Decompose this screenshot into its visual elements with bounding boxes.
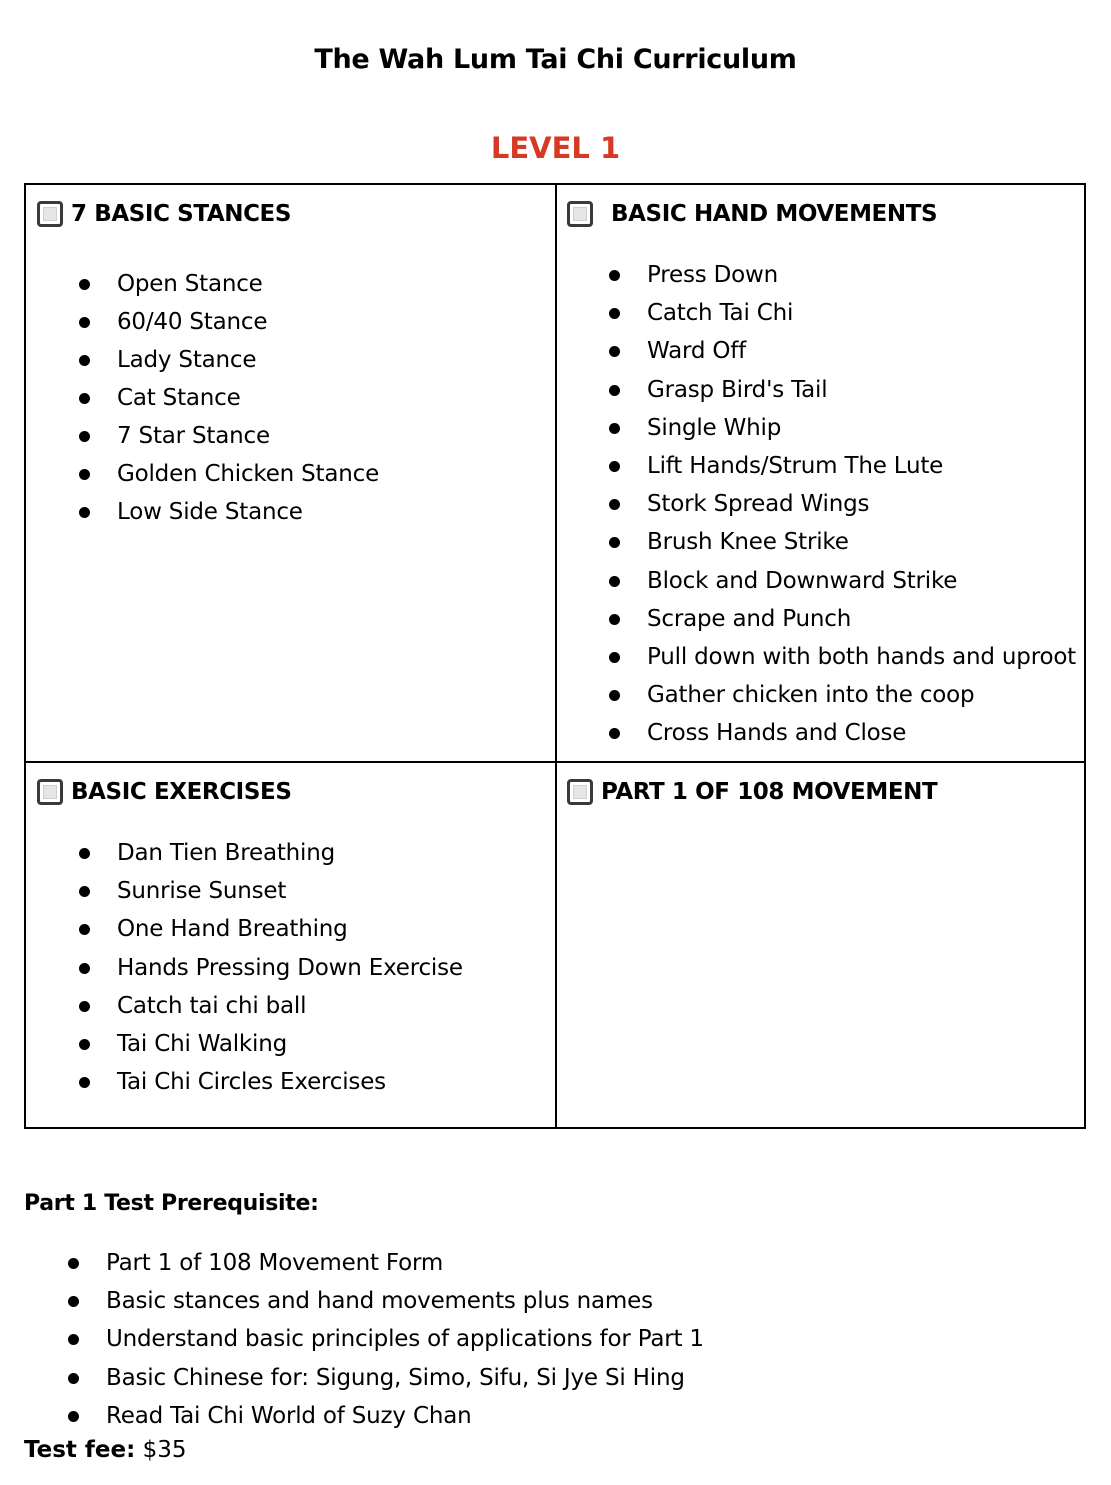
bullet-icon	[79, 1039, 90, 1050]
list-item-label: Lift Hands/Strum The Lute	[647, 452, 944, 479]
list-item	[117, 493, 379, 531]
list-item	[117, 949, 463, 987]
prerequisite-list	[106, 1244, 704, 1435]
checkbox-icon[interactable]	[37, 779, 63, 805]
bullet-icon	[609, 308, 620, 319]
bullet-icon	[79, 1077, 90, 1088]
list-item-label: 7 Star Stance	[117, 423, 270, 449]
checkbox-icon[interactable]	[567, 779, 593, 805]
stances-heading	[37, 201, 291, 227]
bullet-icon	[68, 1373, 79, 1384]
bullet-icon	[79, 431, 90, 442]
list-item	[106, 1359, 704, 1397]
bullet-icon	[79, 507, 90, 518]
list-item	[117, 303, 379, 341]
bullet-icon	[609, 576, 620, 587]
exercises-heading	[37, 779, 292, 805]
list-item	[106, 1244, 704, 1282]
list-item-label: Grasp Bird's Tail	[647, 376, 828, 403]
level-title: LEVEL 1	[490, 131, 621, 165]
list-item	[117, 910, 463, 948]
bullet-icon	[79, 469, 90, 480]
bullet-icon	[609, 423, 620, 434]
list-item	[117, 872, 463, 910]
list-item-label: Cat Stance	[117, 385, 241, 411]
table-divider-horizontal	[26, 761, 1084, 763]
movement-heading	[567, 779, 937, 805]
bullet-icon	[79, 1001, 90, 1012]
bullet-icon	[609, 652, 620, 663]
list-item	[647, 562, 1076, 600]
list-item	[117, 987, 463, 1025]
hand-movements-heading-label: BASIC HAND MOVEMENTS	[611, 201, 938, 227]
test-fee	[24, 1437, 187, 1463]
bullet-icon	[609, 690, 620, 701]
bullet-icon	[609, 614, 620, 625]
list-item-label: Catch Tai Chi	[647, 300, 794, 327]
table-divider-vertical	[555, 185, 557, 1127]
bullet-icon	[68, 1411, 79, 1422]
bullet-icon	[79, 393, 90, 404]
list-item-label: Ward Off	[647, 338, 747, 365]
list-item	[647, 447, 1076, 485]
bullet-icon	[609, 346, 620, 357]
list-item	[117, 265, 379, 303]
test-fee-value: $35	[142, 1437, 187, 1463]
list-item-label: Part 1 of 108 Movement Form	[106, 1250, 444, 1276]
list-item	[117, 1063, 463, 1101]
list-item-label: Press Down	[647, 262, 779, 288]
bullet-icon	[68, 1258, 79, 1269]
list-item	[647, 714, 1076, 752]
list-item-label: Brush Knee Strike	[647, 529, 849, 556]
stances-heading-label: 7 BASIC STANCES	[71, 201, 292, 227]
list-item-label: Hands Pressing Down Exercise	[117, 954, 463, 981]
list-item-label: Basic Chinese for: Sigung, Simo, Sifu, Si Jye Si Hing	[106, 1364, 685, 1391]
list-item	[117, 1025, 463, 1063]
list-item	[106, 1320, 704, 1358]
bullet-icon	[68, 1334, 79, 1345]
list-item	[647, 676, 1076, 714]
bullet-icon	[609, 728, 620, 739]
list-item	[647, 409, 1076, 447]
list-item-label: Tai Chi Walking	[117, 1030, 288, 1057]
bullet-icon	[609, 537, 620, 548]
bullet-icon	[79, 963, 90, 974]
list-item	[647, 600, 1076, 638]
list-item-label: Gather chicken into the coop	[647, 682, 975, 709]
test-fee-label: Test fee:	[24, 1437, 136, 1463]
list-item-label: Basic stances and hand movements plus names	[106, 1288, 653, 1315]
bullet-icon	[79, 848, 90, 859]
list-item	[106, 1282, 704, 1320]
list-item-label: Lady Stance	[117, 347, 257, 373]
bullet-icon	[79, 886, 90, 897]
stances-list	[117, 265, 379, 531]
list-item-label: Sunrise Sunset	[117, 878, 287, 905]
bullet-icon	[609, 385, 620, 396]
bullet-icon	[609, 461, 620, 472]
list-item-label: Tai Chi Circles Exercises	[117, 1069, 386, 1096]
list-item-label: Open Stance	[117, 271, 263, 297]
bullet-icon	[609, 270, 620, 281]
list-item-label: Read Tai Chi World of Suzy Chan	[106, 1402, 472, 1429]
list-item	[117, 834, 463, 872]
list-item-label: Golden Chicken Stance	[117, 461, 380, 487]
list-item	[106, 1397, 704, 1435]
list-item-label: 60/40 Stance	[117, 309, 268, 335]
hand-movements-list	[647, 256, 1076, 752]
hand-movements-heading	[567, 201, 937, 227]
bullet-icon	[79, 924, 90, 935]
list-item	[117, 341, 379, 379]
bullet-icon	[68, 1296, 79, 1307]
list-item-label: Understand basic principles of applications for Part 1	[106, 1326, 704, 1353]
curriculum-table	[24, 183, 1086, 1129]
list-item-label: Catch tai chi ball	[117, 992, 307, 1019]
bullet-icon	[79, 317, 90, 328]
list-item	[647, 638, 1076, 676]
list-item-label: Scrape and Punch	[647, 605, 852, 632]
movement-heading-label: PART 1 OF 108 MOVEMENT	[601, 779, 938, 805]
list-item-label: One Hand Breathing	[117, 916, 348, 943]
list-item-label: Dan Tien Breathing	[117, 840, 335, 866]
list-item	[647, 332, 1076, 370]
checkbox-icon[interactable]	[567, 201, 593, 227]
list-item-label: Block and Downward Strike	[647, 567, 958, 594]
list-item-label: Pull down with both hands and uproot	[647, 643, 1077, 670]
prerequisite-heading: Part 1 Test Prerequisite:	[24, 1191, 319, 1216]
bullet-icon	[609, 499, 620, 510]
bullet-icon	[79, 355, 90, 366]
exercises-list	[117, 834, 463, 1101]
list-item	[647, 294, 1076, 332]
list-item	[647, 523, 1076, 561]
list-item	[647, 371, 1076, 409]
list-item-label: Stork Spread Wings	[647, 491, 870, 518]
list-item-label: Cross Hands and Close	[647, 720, 907, 747]
list-item-label: Single Whip	[647, 414, 782, 441]
list-item	[117, 417, 379, 455]
list-item	[117, 379, 379, 417]
list-item-label: Low Side Stance	[117, 499, 303, 525]
list-item	[647, 256, 1076, 294]
document-title: The Wah Lum Tai Chi Curriculum	[314, 44, 797, 75]
checkbox-icon[interactable]	[37, 201, 63, 227]
list-item	[117, 455, 379, 493]
exercises-heading-label: BASIC EXERCISES	[71, 779, 292, 805]
bullet-icon	[79, 279, 90, 290]
list-item	[647, 485, 1076, 523]
